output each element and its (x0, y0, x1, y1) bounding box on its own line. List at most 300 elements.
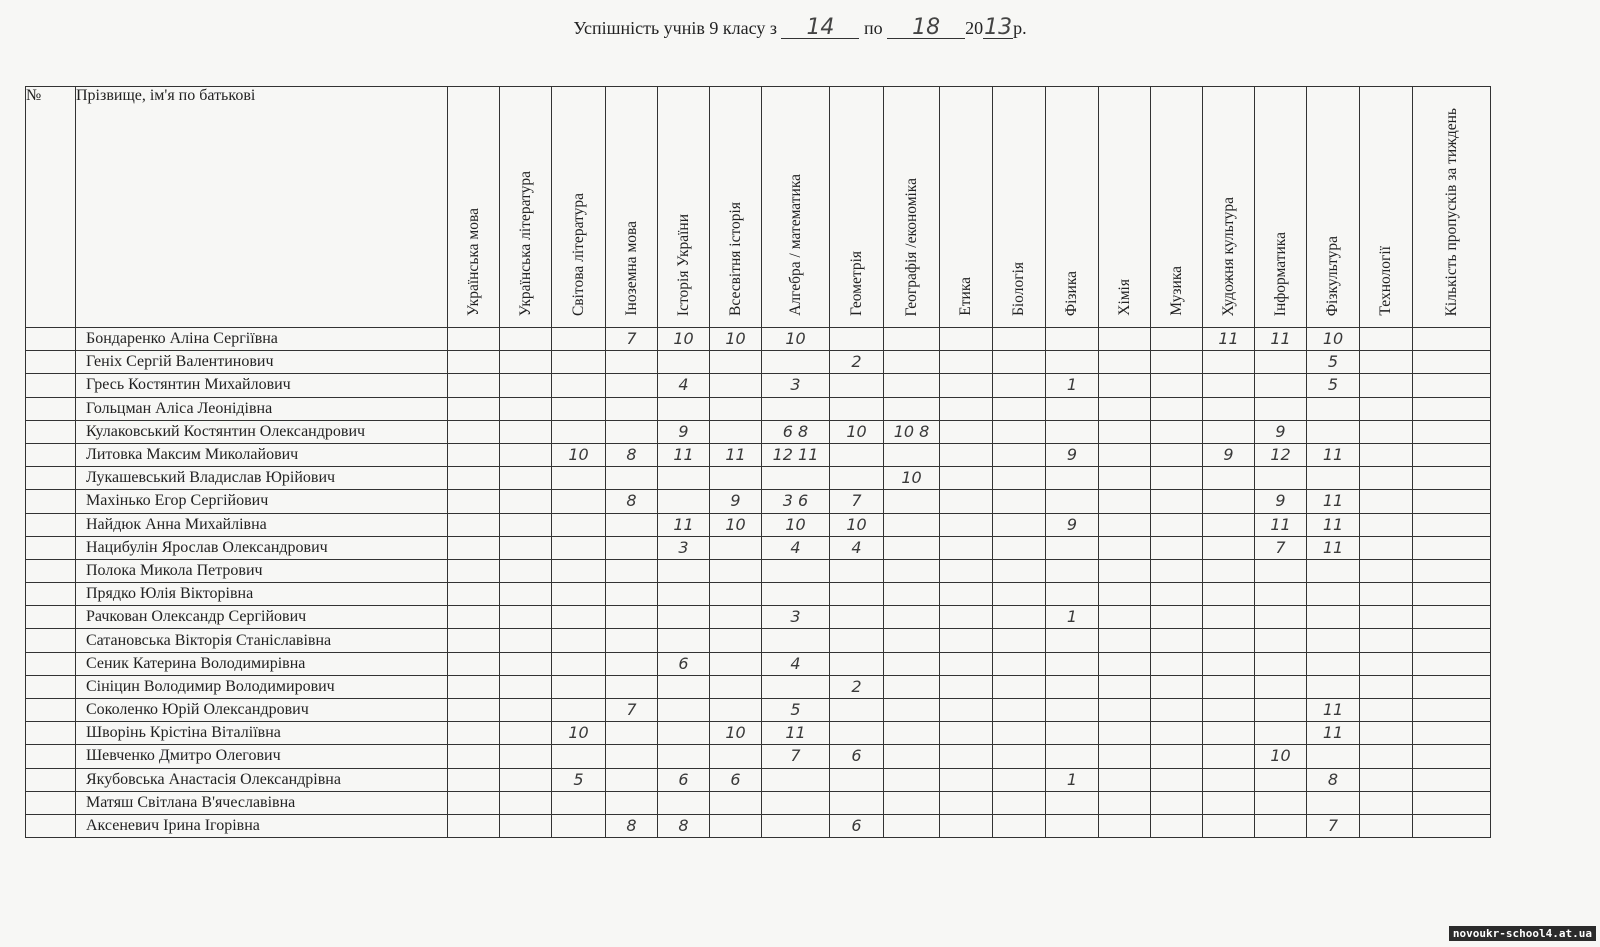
subject-header-label: Хімія (1115, 279, 1133, 316)
grade-cell (940, 652, 993, 675)
row-number-cell (26, 443, 76, 466)
grade-cell (830, 768, 884, 791)
row-number-cell (26, 328, 76, 351)
grade-cell (448, 629, 500, 652)
grade-cell (1203, 583, 1255, 606)
grade-cell (606, 675, 658, 698)
grade-cell (500, 606, 552, 629)
grade-cell (884, 397, 940, 420)
subject-header (1046, 87, 1099, 328)
year-prefix: 20 (965, 18, 984, 38)
grade-cell: 10 (830, 420, 884, 443)
grade-cell (884, 768, 940, 791)
grade-cell: 10 8 (884, 420, 940, 443)
row-number-cell (26, 675, 76, 698)
row-number-cell (26, 652, 76, 675)
grade-cell (762, 583, 830, 606)
grade-cell (552, 629, 606, 652)
grade-cell (1151, 675, 1203, 698)
grade-cell (1099, 745, 1151, 768)
grade-cell: 3 (762, 374, 830, 397)
grade-cell (993, 675, 1046, 698)
grade-cell (552, 467, 606, 490)
grade-cell (1046, 583, 1099, 606)
grade-cell (1203, 745, 1255, 768)
grade-cell: 10 (762, 328, 830, 351)
grade-cell (552, 374, 606, 397)
grade-cell (448, 490, 500, 513)
grade-cell: 11 (762, 722, 830, 745)
grade-cell (658, 397, 710, 420)
grade-cell (1413, 443, 1491, 466)
grade-cell: 6 (830, 814, 884, 837)
grade-cell (658, 351, 710, 374)
grade-cell: 9 (1203, 443, 1255, 466)
grade-cell (1151, 328, 1203, 351)
grade-cell (884, 351, 940, 374)
grade-cell (884, 328, 940, 351)
row-number-cell (26, 629, 76, 652)
grade-cell (1360, 791, 1413, 814)
grade-cell (606, 791, 658, 814)
grade-cell: 9 (1255, 490, 1307, 513)
grade-cell (884, 814, 940, 837)
student-name: Литовка Максим Миколайович (76, 443, 448, 466)
grade-cell (884, 652, 940, 675)
grade-cell (552, 606, 606, 629)
grade-cell (658, 629, 710, 652)
grade-cell (606, 722, 658, 745)
grade-cell (552, 745, 606, 768)
grade-cell (830, 791, 884, 814)
grade-cell (1413, 814, 1491, 837)
grade-cell (1099, 328, 1151, 351)
grade-cell: 9 (1255, 420, 1307, 443)
grade-cell (1307, 467, 1360, 490)
grade-cell: 8 (606, 814, 658, 837)
grade-cell (762, 467, 830, 490)
grade-cell (993, 536, 1046, 559)
grade-cell (1255, 559, 1307, 582)
grade-cell (1151, 559, 1203, 582)
subject-header-label: Технології (1377, 246, 1394, 316)
grade-cell: 3 (762, 606, 830, 629)
grade-cell (710, 606, 762, 629)
grade-cell: 11 (658, 443, 710, 466)
grade-cell: 10 (710, 513, 762, 536)
student-name: Кулаковський Костянтин Олександрович (76, 420, 448, 443)
grade-cell (940, 351, 993, 374)
grade-cell (710, 351, 762, 374)
grade-cell (1203, 536, 1255, 559)
grade-cell (500, 374, 552, 397)
student-name: Якубовська Анастасія Олександрівна (76, 768, 448, 791)
grade-cell (1203, 675, 1255, 698)
grade-cell (448, 328, 500, 351)
grade-cell (884, 629, 940, 652)
grade-cell (500, 351, 552, 374)
grade-cell (658, 467, 710, 490)
grade-cell (606, 559, 658, 582)
grade-cell (940, 559, 993, 582)
student-name: Прядко Юлія Вікторівна (76, 583, 448, 606)
grade-cell (1046, 490, 1099, 513)
grade-cell (1046, 675, 1099, 698)
row-number-cell (26, 722, 76, 745)
table-body (26, 328, 1491, 838)
grade-cell (552, 791, 606, 814)
student-name: Рачкован Олександр Сергійович (76, 606, 448, 629)
grade-cell (658, 745, 710, 768)
subject-header (658, 87, 710, 328)
grade-cell (762, 791, 830, 814)
subject-header-label: Біологія (1010, 261, 1027, 316)
subject-header (1099, 87, 1151, 328)
grade-cell: 8 (606, 443, 658, 466)
grade-cell: 6 (658, 652, 710, 675)
grade-cell (606, 351, 658, 374)
grade-cell (940, 443, 993, 466)
grade-cell (448, 652, 500, 675)
grade-cell (1413, 328, 1491, 351)
grade-cell (993, 420, 1046, 443)
grade-cell (1151, 443, 1203, 466)
grade-cell (1046, 559, 1099, 582)
grade-cell (552, 513, 606, 536)
row-number-cell (26, 791, 76, 814)
grade-cell (710, 467, 762, 490)
grade-cell (500, 722, 552, 745)
grade-cell (1099, 814, 1151, 837)
year-suffix: 13 (984, 15, 1013, 40)
subject-header (993, 87, 1046, 328)
grade-cell (1046, 351, 1099, 374)
grade-cell (448, 559, 500, 582)
grade-cell (448, 791, 500, 814)
grade-cell (830, 652, 884, 675)
grade-cell (1203, 814, 1255, 837)
grade-cell: 12 11 (762, 443, 830, 466)
grade-cell (830, 397, 884, 420)
grade-cell (1099, 420, 1151, 443)
grade-cell (710, 420, 762, 443)
grade-cell (1099, 513, 1151, 536)
grade-cell: 11 (1307, 699, 1360, 722)
grade-cell (448, 583, 500, 606)
grade-cell (1413, 791, 1491, 814)
grade-cell (1203, 513, 1255, 536)
grade-cell (500, 397, 552, 420)
grade-cell (1151, 745, 1203, 768)
watermark: novoukr-school4.at.ua (1449, 926, 1596, 941)
grade-cell (1203, 559, 1255, 582)
grade-cell (1307, 420, 1360, 443)
grade-cell (1360, 420, 1413, 443)
grade-cell (448, 768, 500, 791)
grade-cell (1046, 791, 1099, 814)
table-header-row (26, 87, 1491, 328)
student-name: Соколенко Юрій Олександрович (76, 699, 448, 722)
row-number-cell (26, 814, 76, 837)
grade-cell: 10 (552, 443, 606, 466)
table-row (26, 351, 1491, 374)
row-number-cell (26, 467, 76, 490)
grade-cell (1203, 490, 1255, 513)
table-row (26, 722, 1491, 745)
grade-cell (1046, 745, 1099, 768)
subject-header (830, 87, 884, 328)
subject-header-label: Художня культура (1219, 196, 1237, 316)
grade-cell (1151, 420, 1203, 443)
grade-cell: 10 (710, 722, 762, 745)
grade-cell (1203, 699, 1255, 722)
grade-cell (1413, 699, 1491, 722)
grade-cell: 7 (1255, 536, 1307, 559)
grade-cell (1360, 397, 1413, 420)
grade-cell (830, 328, 884, 351)
grade-cell (606, 768, 658, 791)
student-name: Махінько Егор Сергійович (76, 490, 448, 513)
grade-cell (1046, 467, 1099, 490)
grade-cell (830, 467, 884, 490)
grade-cell: 11 (1255, 328, 1307, 351)
grades-table (25, 86, 1491, 838)
grade-cell (500, 559, 552, 582)
grade-cell (606, 397, 658, 420)
grade-cell (448, 420, 500, 443)
grade-cell (1151, 722, 1203, 745)
grade-cell: 11 (1307, 443, 1360, 466)
grade-cell (940, 490, 993, 513)
grade-cell (993, 583, 1046, 606)
subject-header-label: Музика (1167, 266, 1185, 316)
grade-cell (1360, 351, 1413, 374)
student-name: Нацибулін Ярослав Олександрович (76, 536, 448, 559)
grade-cell (500, 328, 552, 351)
grade-cell (500, 443, 552, 466)
grade-cell (500, 699, 552, 722)
student-name: Полока Микола Петрович (76, 559, 448, 582)
grade-cell (1360, 722, 1413, 745)
grade-cell (710, 536, 762, 559)
grade-cell: 6 8 (762, 420, 830, 443)
date-to: 18 (912, 15, 941, 40)
title-middle: по (863, 18, 883, 38)
grade-cell (1413, 583, 1491, 606)
subject-header-label: Геометрія (847, 251, 865, 316)
grade-cell (1360, 513, 1413, 536)
grade-cell (1151, 814, 1203, 837)
grade-cell (1413, 374, 1491, 397)
grade-cell (1046, 328, 1099, 351)
grade-cell (1255, 791, 1307, 814)
table-row (26, 745, 1491, 768)
grade-cell (1307, 606, 1360, 629)
grade-cell (500, 652, 552, 675)
grade-cell (710, 699, 762, 722)
table-row (26, 583, 1491, 606)
grade-cell: 11 (1255, 513, 1307, 536)
grade-cell (1151, 791, 1203, 814)
grade-cell (1413, 536, 1491, 559)
grade-cell (658, 606, 710, 629)
subject-header-label: Інформатика (1271, 231, 1289, 316)
grade-cell (448, 443, 500, 466)
grade-cell: 6 (830, 745, 884, 768)
grade-cell (1307, 583, 1360, 606)
grade-cell (448, 374, 500, 397)
grade-cell (884, 490, 940, 513)
grade-cell (1046, 420, 1099, 443)
grade-cell (448, 699, 500, 722)
date-from: 14 (806, 15, 835, 40)
grade-cell: 7 (1307, 814, 1360, 837)
student-name: Сатановська Вікторія Станіславівна (76, 629, 448, 652)
grade-cell (1151, 536, 1203, 559)
subject-header (606, 87, 658, 328)
row-number-cell (26, 536, 76, 559)
grade-cell (830, 722, 884, 745)
grade-cell (884, 675, 940, 698)
grade-cell (1255, 652, 1307, 675)
grade-cell (448, 722, 500, 745)
grade-cell (1255, 814, 1307, 837)
grade-cell (940, 467, 993, 490)
grade-cell (762, 629, 830, 652)
grade-cell (500, 745, 552, 768)
grade-cell (830, 606, 884, 629)
subject-header (1151, 87, 1203, 328)
grade-cell (1255, 722, 1307, 745)
grade-cell (993, 467, 1046, 490)
grade-cell (1099, 791, 1151, 814)
grade-cell (1203, 652, 1255, 675)
grade-cell (658, 583, 710, 606)
grade-cell (1099, 351, 1151, 374)
grade-cell (448, 675, 500, 698)
grade-cell: 2 (830, 351, 884, 374)
grade-cell (1360, 490, 1413, 513)
grade-cell (762, 397, 830, 420)
subject-header (1255, 87, 1307, 328)
grade-cell (1099, 629, 1151, 652)
grade-cell (1151, 699, 1203, 722)
row-number-cell (26, 513, 76, 536)
subject-header (1413, 87, 1491, 328)
grade-cell: 11 (710, 443, 762, 466)
grade-cell (1360, 536, 1413, 559)
grade-cell: 5 (1307, 351, 1360, 374)
grade-cell (1307, 652, 1360, 675)
row-number-cell (26, 351, 76, 374)
grade-cell (1151, 513, 1203, 536)
grade-cell: 10 (762, 513, 830, 536)
grade-cell (606, 420, 658, 443)
grade-cell (710, 559, 762, 582)
grade-cell (1360, 652, 1413, 675)
grade-cell (1046, 629, 1099, 652)
grade-cell (1151, 374, 1203, 397)
grade-cell (710, 374, 762, 397)
grade-cell (552, 328, 606, 351)
grade-cell (1255, 351, 1307, 374)
grade-cell (448, 606, 500, 629)
grade-cell (1203, 351, 1255, 374)
grade-cell (710, 675, 762, 698)
table-row (26, 675, 1491, 698)
grade-cell (1099, 675, 1151, 698)
grade-cell (606, 374, 658, 397)
grade-cell (658, 490, 710, 513)
grade-cell (830, 559, 884, 582)
grade-cell (658, 675, 710, 698)
grade-cell (1360, 328, 1413, 351)
subject-header (710, 87, 762, 328)
grade-cell: 11 (658, 513, 710, 536)
grade-cell: 10 (552, 722, 606, 745)
grade-cell (1307, 675, 1360, 698)
grade-cell (1255, 699, 1307, 722)
grade-cell (940, 699, 993, 722)
grade-cell (448, 467, 500, 490)
grade-cell: 11 (1307, 490, 1360, 513)
table-row (26, 652, 1491, 675)
grade-cell (1413, 722, 1491, 745)
grade-cell (1151, 397, 1203, 420)
grade-cell (500, 420, 552, 443)
table-row (26, 513, 1491, 536)
student-name: Матяш Світлана В'ячеславівна (76, 791, 448, 814)
grade-cell: 8 (658, 814, 710, 837)
subject-header (1307, 87, 1360, 328)
grade-cell (762, 351, 830, 374)
grade-cell (762, 814, 830, 837)
grade-cell (1413, 513, 1491, 536)
grade-cell (1307, 791, 1360, 814)
grade-cell (552, 351, 606, 374)
table-row (26, 559, 1491, 582)
grade-cell (1307, 559, 1360, 582)
subject-header-label: Етика (957, 277, 974, 316)
grade-cell (1360, 443, 1413, 466)
grade-cell (830, 629, 884, 652)
subject-header (1360, 87, 1413, 328)
grade-cell (1099, 397, 1151, 420)
grade-cell: 9 (710, 490, 762, 513)
student-name: Бондаренко Аліна Сергіївна (76, 328, 448, 351)
student-name: Сеник Катерина Володимирівна (76, 652, 448, 675)
grade-cell (1255, 467, 1307, 490)
grade-cell (1360, 768, 1413, 791)
row-number-cell (26, 397, 76, 420)
grade-cell: 6 (710, 768, 762, 791)
grade-cell (710, 745, 762, 768)
grade-cell (500, 583, 552, 606)
grade-cell (940, 768, 993, 791)
page-title (0, 15, 1600, 40)
grade-cell (500, 513, 552, 536)
grade-cell (1413, 652, 1491, 675)
grade-cell (1046, 814, 1099, 837)
grade-cell (884, 443, 940, 466)
grade-cell (710, 397, 762, 420)
subject-header-label: Світова література (569, 192, 587, 316)
grade-cell (1099, 768, 1151, 791)
grade-cell (1203, 722, 1255, 745)
grade-cell: 10 (830, 513, 884, 536)
grade-cell (1046, 652, 1099, 675)
grade-cell (993, 443, 1046, 466)
